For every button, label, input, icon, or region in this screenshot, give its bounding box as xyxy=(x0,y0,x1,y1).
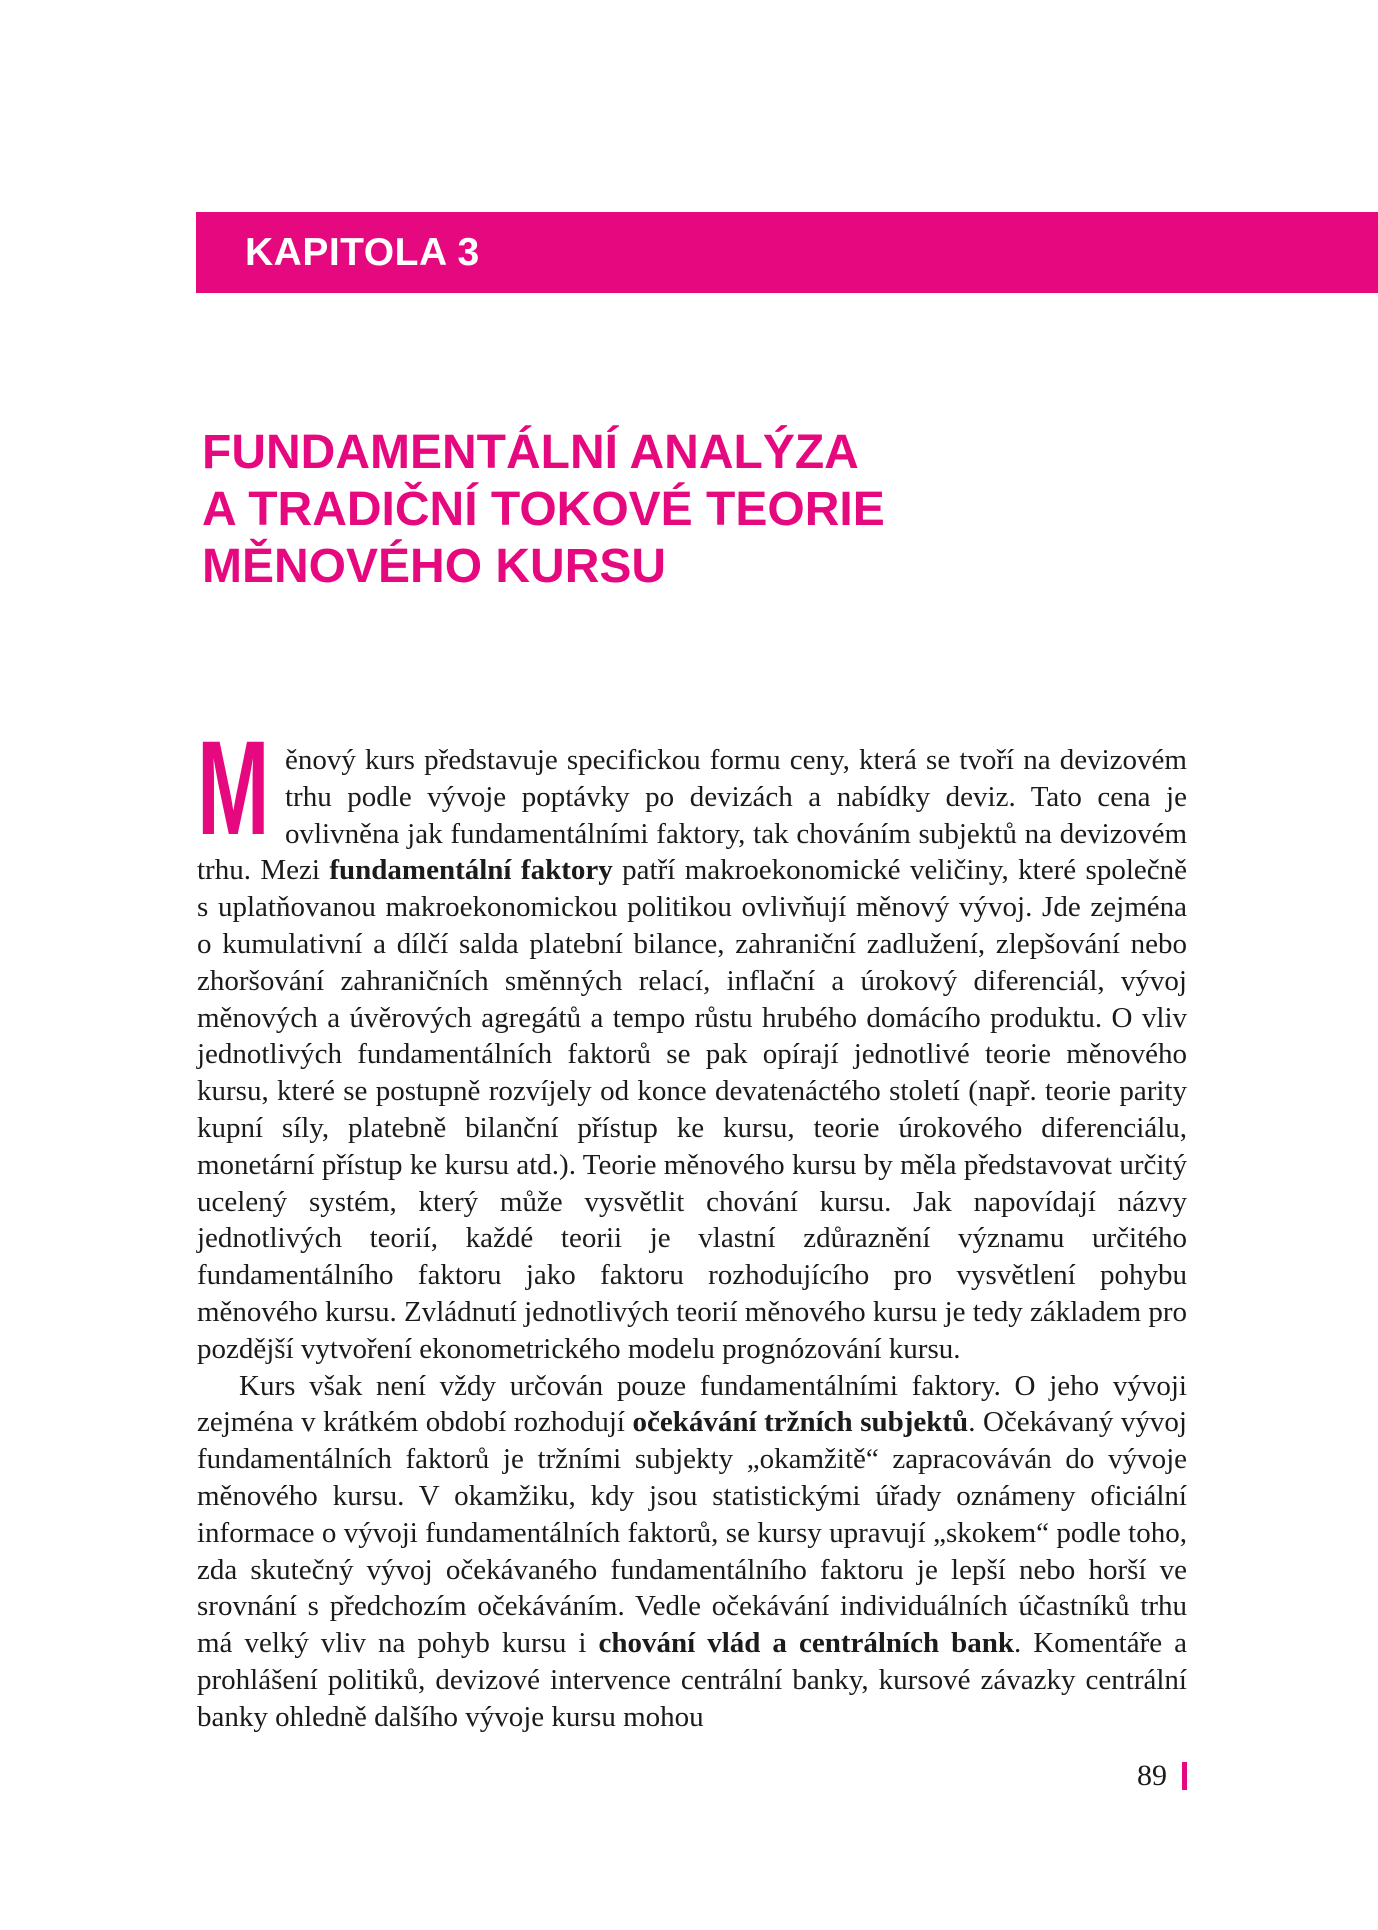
bold-text: chování vlád a centrálních bank xyxy=(598,1627,1015,1660)
paragraph xyxy=(197,714,1187,1368)
chapter-label: KAPITOLA 3 xyxy=(245,230,480,274)
text-run: patří makroekonomické veličiny, které společně s uplatňovanou makroekonomickou politikou ovlivňují měnový vývoj. Jde zejména o kumulativní a dílčí salda platební bilance, zahraniční zadlužení, zlepšování nebo zhoršování zahraničních směnných relací, inflační a úrokový diferenciál, vývoj měnových a úvěrových agregátů a tempo růstu hrubého domácího produktu. O vliv jednotlivých fundamentálních faktorů se pak opírají jednotlivé teorie měnového kursu, které se postupně rozvíjely od konce devatenáctého století (např. teorie parity kupní síly, platebně bilanční přístup ke kursu, teorie úrokového diferenciálu, monetární přístup ke kursu atd.). Teorie měnového kursu by měla představovat určitý ucelený systém, který může vysvětlit chování kursu. Jak napovídají názvy jednotlivých teorií, každé teorii je vlastní zdůraznění významu určitého fundamentálního faktoru jako faktoru rozhodujícího pro vysvětlení pohybu měnového kursu. Zvládnutí jednotlivých teorií měnového kursu je tedy základem pro pozdější vytvoření ekonometrického modelu prognózování kursu. xyxy=(197,854,1187,1365)
footer-accent-bar xyxy=(1182,1762,1187,1790)
paragraph xyxy=(197,1368,1187,1736)
text-run: . Očekávaný vývoj fundamentálních faktorů je tržními subjekty „okamžitě“ zapracováván do vývoje měnového kursu. V okamžiku, kdy jsou statistickými úřady oznámeny oficiální informace o vývoji fundamentálních faktorů, se kursy upravují „skokem“ podle toho, zda skutečný vývoj očekávaného fundamentálního faktoru je lepší nebo horší ve srovnání s předchozím očekáváním. Vedle očekávání individuálních účastníků trhu má velký vliv na pohyb kursu i xyxy=(197,1406,1187,1660)
title-line: MĚNOVÉHO KURSU xyxy=(202,540,667,593)
bold-text: fundamentální faktory xyxy=(329,854,613,887)
text-run: Kurs však není vždy určován pouze fundamentálními faktory. O jeho vývoji zejména v krátkém období rozhodují xyxy=(197,1369,1187,1439)
title-line: A TRADIČNÍ TOKOVÉ TEORIE xyxy=(202,483,885,536)
page-number: 89 xyxy=(1137,1759,1167,1792)
drop-cap: M xyxy=(197,714,270,863)
text-run: . Komentáře a prohlášení politiků, devizové intervence centrální banky, kursové závazky centrální banky ohledně dalšího vývoje kursu mohou xyxy=(197,1627,1188,1733)
page-footer xyxy=(197,1761,1187,1791)
title-line: FUNDAMENTÁLNÍ ANALÝZA xyxy=(202,426,859,479)
text-run: ěnový kurs představuje specifickou formu ceny, která se tvoří na devizovém trhu podle vývoje poptávky po devizách a nabídky deviz. Tato cena je ovlivněna jak fundamentálními faktory, tak chováním subjektů na devizovém trhu. Mezi xyxy=(197,744,1187,887)
chapter-banner xyxy=(196,212,1378,293)
page-title xyxy=(202,424,885,595)
bold-text: očekávání tržních subjektů xyxy=(632,1406,969,1439)
body-text xyxy=(197,714,1188,1736)
